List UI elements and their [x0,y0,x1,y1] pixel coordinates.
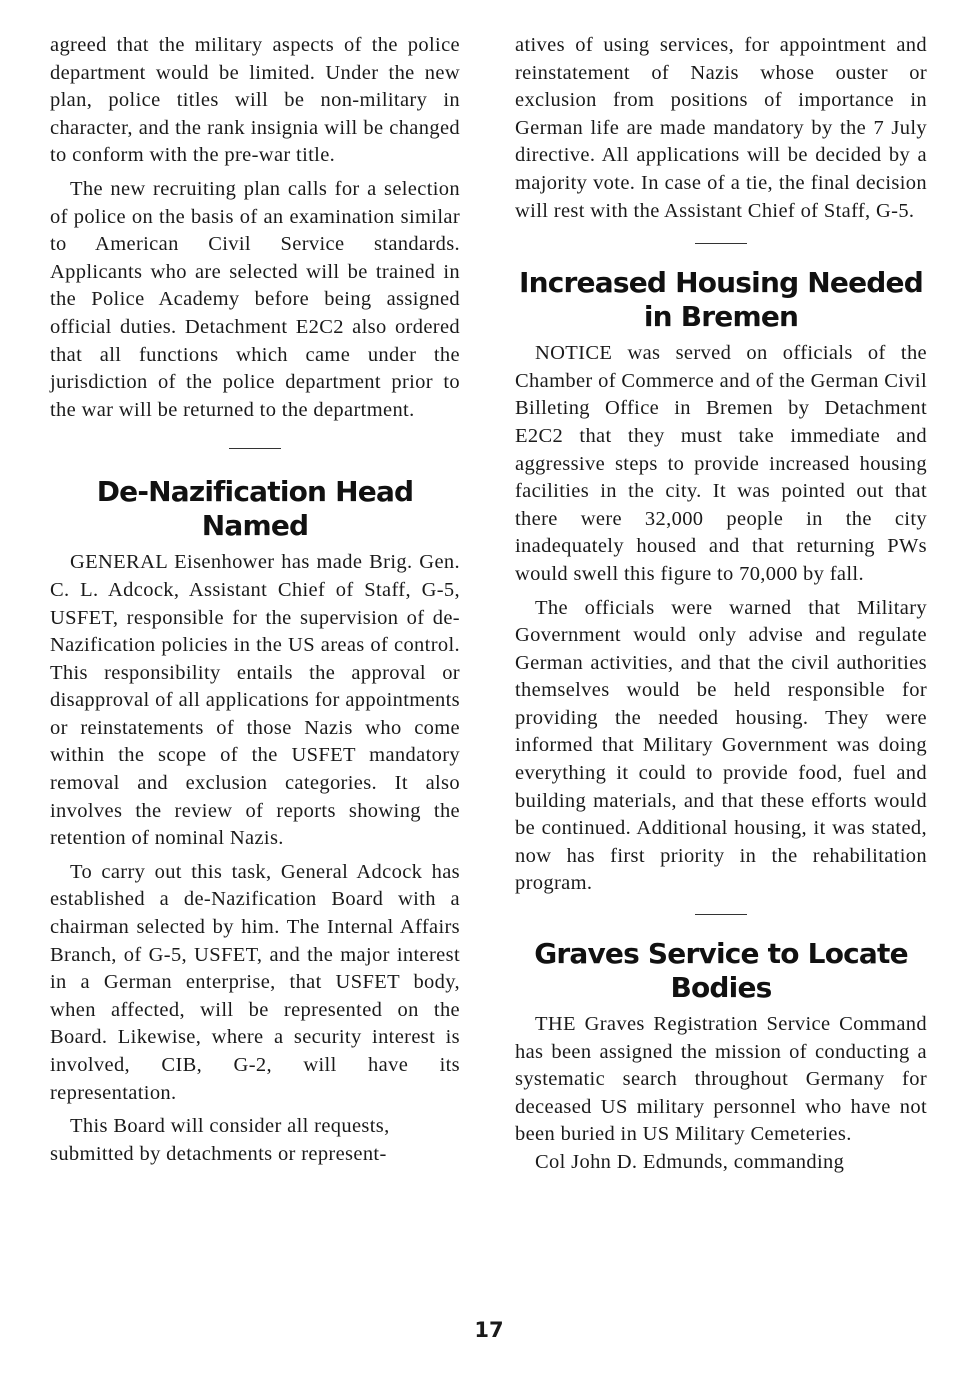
denazification-paragraph-2: To carry out this task, General Adcock has established a de-Nazification Board with a chairman selected by him. The Internal Affairs Branch, of G-5, USFET, and the major interest in a German enterprise, that USFET body, when affected, will be represented on the Board. Likewise, where a security interest is involved, CIB, G-2, will have its representation. [50,860,460,1104]
housing-heading-line-1: Increased Housing Needed [519,266,923,300]
right-column [515,32,927,1183]
police-continued-paragraph: agreed that the military aspects of the police department would be limited. Under the new plan, police titles will be non-military in character, and the rank insignia will be changed to conform with the pre-war title. [50,34,460,167]
board-continued-paragraph: atives of using services, for appointment and reinstatement of Nazis whose ouster or exclusion from positions of importance in German life are made mandatory by the 7 July directive. All applications will be decided by a majority vote. In case of a tie, the final decision will rest with the Assistant Chief of Staff, G-5. [515,34,927,222]
spacer [515,244,927,266]
graves-heading: Graves Service to Locate Bodies [534,937,908,1005]
spacer [50,430,460,448]
housing-paragraph-2: The officials were warned that Military Government would only advise and regulate German activities, and that the civil authorities themselves would be held responsible for providing the needed housing. They were informed that Military Government was doing everything it could to provide food, fuel and building materials, and that these efforts would be continued. Additional housing, it was stated, now has first priority in the rehabilitation program. [515,596,927,895]
housing-paragraph-1: NOTICE was served on officials of the Chamber of Commerce and of the German Civil Billeting Office in Bremen by Detachment E2C2 that they must take immediate and aggressive steps to provide increased housing facilities in the city. It was pointed out that there were 32,000 people in the city inadequately housed and that returning PWs would swell this figure to 70,000 by fall. [515,342,927,585]
housing-heading-line-2: in Bremen [643,300,799,334]
graves-paragraph-2: Col John D. Edmunds, commanding [535,1151,845,1173]
recruiting-paragraph: The new recruiting plan calls for a selection of police on the basis of an examination similar to American Civil Service standards. Applicants who are selected will be trained in the Police Academy before being assigned official duties. Detachment E2C2 also ordered that all functions which came under the jurisdiction of the police department prior to the war will be returned to the department. [50,177,460,421]
denazification-paragraph-3: This Board will consider all requests, submitted by detachments or represent- [50,1115,390,1165]
left-column [50,32,460,1174]
spacer [515,231,927,243]
graves-paragraph-1: THE Graves Registration Service Command has been assigned the mission of conducting a systematic search throughout Germany for deceased US military personnel who have not been buried in US Military Cemeteries. [515,1013,927,1146]
spacer [515,915,927,937]
page-number: 17 [474,1318,504,1342]
denazification-heading: De-Nazification Head Named [96,475,414,543]
spacer [50,449,460,475]
denazification-paragraph-1: GENERAL Eisenhower has made Brig. Gen. C. L. Adcock, Assistant Chief of Staff, G-5, USFET, responsible for the supervision of de-Nazification policies in the US areas of control. This responsibility entails the approval or disapproval of all applications for appointments or reinstatements of those Nazis who come within the scope of the USFET mandatory removal and exclusion categories. It also involves the review of reports showing the retention of nominal Nazis. [50,551,460,850]
spacer [515,904,927,914]
housing-heading [515,266,927,334]
